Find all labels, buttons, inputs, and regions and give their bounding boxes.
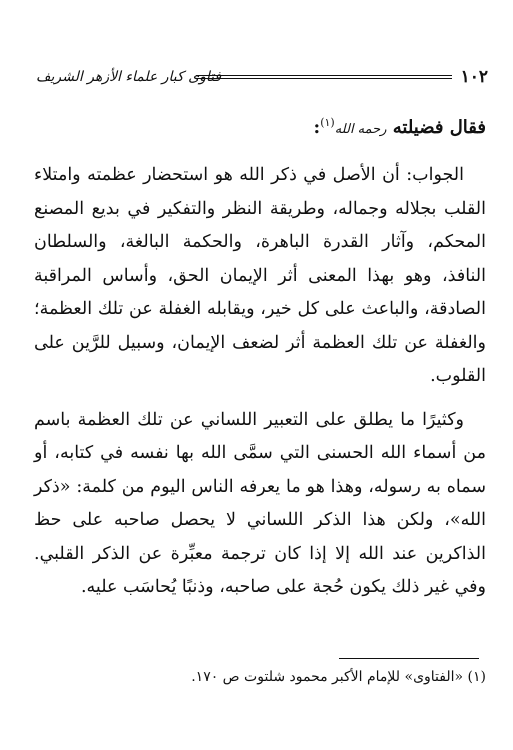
page-number: ١٠٢ bbox=[460, 67, 488, 87]
footnote: (١) «الفتاوى» للإمام الأكبر محمود شلتوت ص ١٧٠. bbox=[191, 669, 486, 685]
honorific: رحمه الله bbox=[334, 122, 387, 137]
header-rule bbox=[196, 75, 452, 79]
section-intro bbox=[34, 108, 486, 145]
second-paragraph bbox=[34, 404, 486, 605]
intro-heading: فقال فضيلته bbox=[392, 117, 486, 138]
footnote-separator bbox=[339, 658, 479, 659]
answer-paragraph bbox=[34, 159, 486, 394]
second-paragraph-text: وكثيرًا ما يطلق على التعبير اللساني عن تلك العظمة باسم من أسماء الله الحسنى التي سمَّى الله بها نفسه في كتابه، أو سماه به رسوله، وهذا هو ما يعرفه الناس اليوم من كلمة: «ذكر الله»، ولكن هذا الذكر اللساني لا يحصل صاحبه على حظ الذاكرين عند الله إلا إذا كان ترجمة معبِّرة عن الذكر القلبي. وفي غير ذلك يكون حُجة على صاحبه، وذنبًا يُحاسَب عليه. bbox=[34, 409, 486, 597]
running-title: فتاوى كبار علماء الأزهر الشريف bbox=[36, 69, 222, 85]
page-header bbox=[36, 66, 488, 92]
answer-text: الجواب: أن الأصل في ذكر الله هو استحضار عظمته وامتلاء القلب بجلاله وجماله، وطريقة النظر والتفكير في بديع المصنع المحكم، وآثار القدرة الباهرة، والحكمة البالغة، والسلطان النافذ، وهو بهذا المعنى أثر الإيمان الحق، وأساس المراقبة الصادقة، والباعث على كل خير، ويقابله الغفلة عن تلك العظمة؛ والغفلة عن تلك العظمة أثر لضعف الإيمان، وسبيل للرَّين على القلوب. bbox=[34, 165, 486, 386]
footnote-reference: (١) bbox=[320, 116, 335, 129]
intro-colon: : bbox=[313, 117, 321, 138]
page-body bbox=[34, 108, 486, 605]
